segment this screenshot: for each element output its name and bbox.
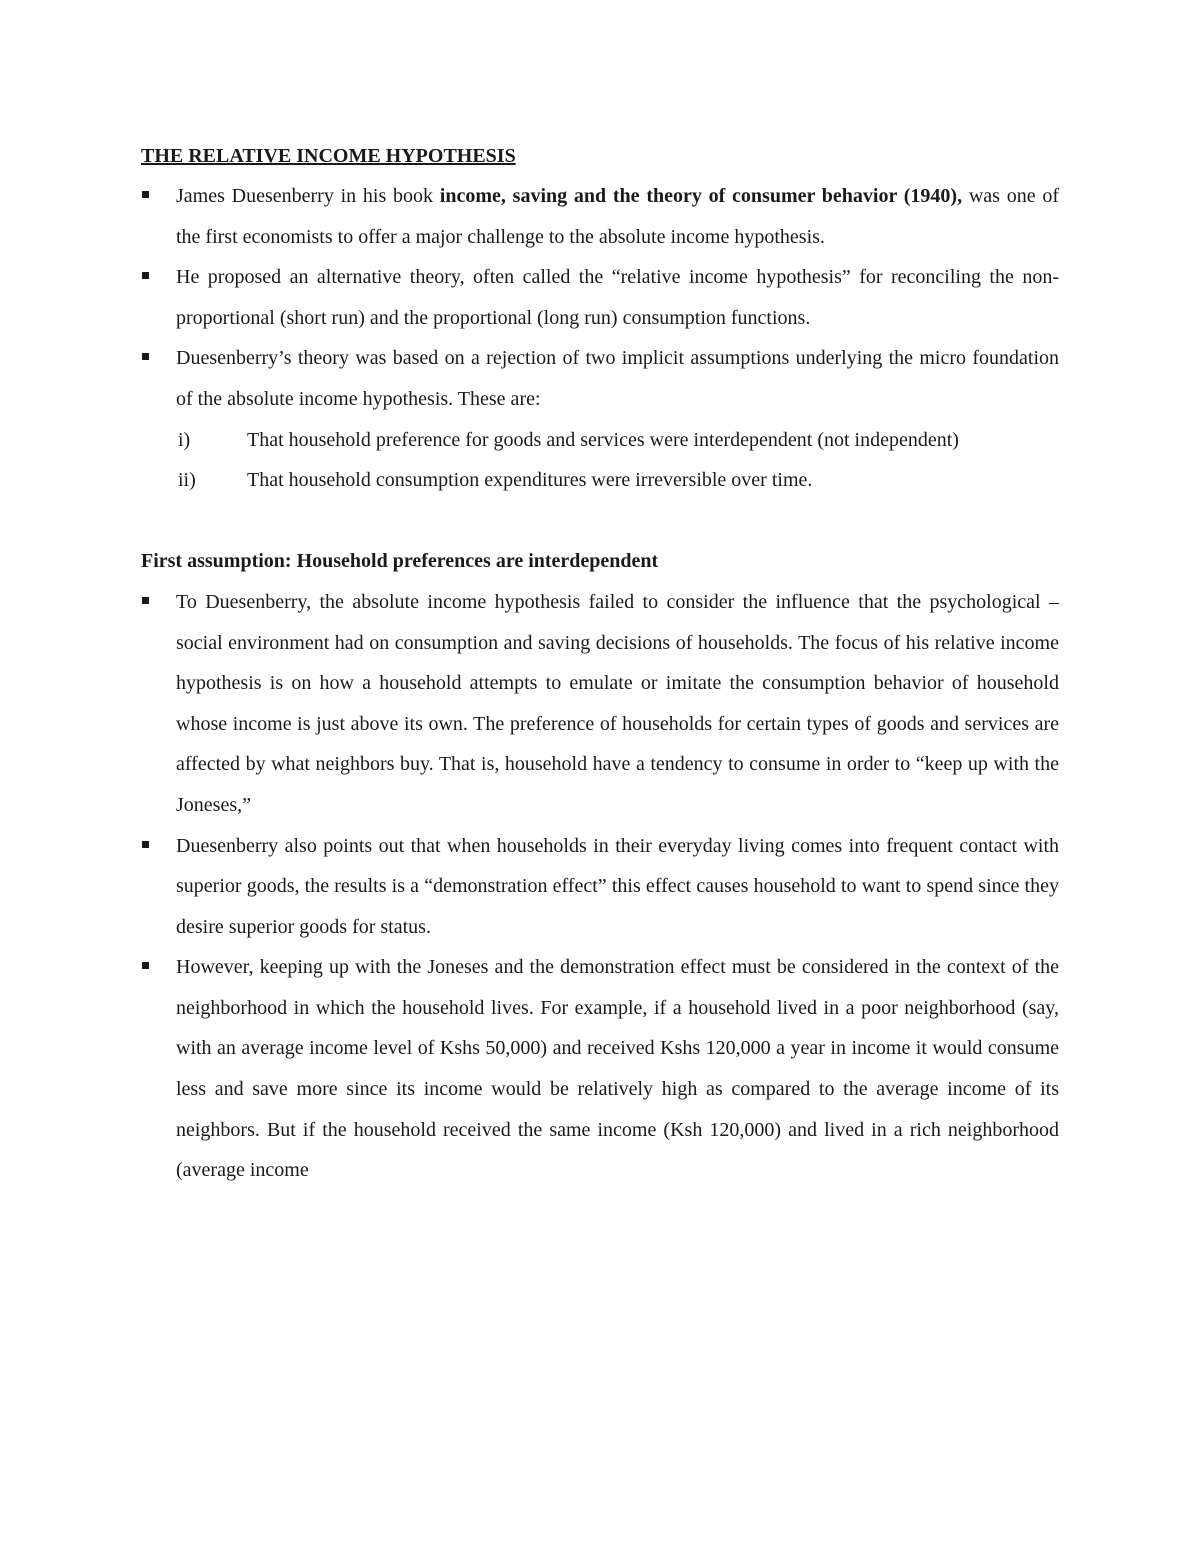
list-marker: i) bbox=[178, 428, 191, 451]
square-bullet-icon bbox=[142, 353, 149, 360]
bullet-text: James Duesenberry in his book bbox=[176, 185, 440, 207]
paragraph-spacer bbox=[141, 501, 1059, 542]
section-heading: First assumption: Household preferences are interdependent bbox=[141, 550, 659, 573]
assumption-text: That household consumption expenditures were irreversible over time. bbox=[247, 469, 813, 492]
square-bullet-icon bbox=[142, 191, 149, 198]
bullet-text: was one of the first economists to offer a major challenge to the absolute income hypothesis. bbox=[176, 185, 1060, 248]
list-item bbox=[141, 257, 1059, 338]
bullet-text: He proposed an alternative theory, often called the “relative income hypothesis” for reconciling the non-proportional (short run) and the proportional (long run) consumption functions. bbox=[176, 266, 1059, 329]
bullet-text: However, keeping up with the Joneses and the demonstration effect must be considered in the context of the neighborhood in which the household lives. For example, if a household lived in a poor neighborhood (say, with an average income level of Kshs 50,000) and received Kshs 120,000 a year in income it would consume less and save more since its income would be relatively high as compared to the average income of its neighbors. But if the household received the same income (Ksh 120,000) and lived in a rich neighborhood (average income bbox=[176, 956, 1059, 1182]
square-bullet-icon bbox=[142, 597, 149, 604]
bullet-text: To Duesenberry, the absolute income hypothesis failed to consider the influence that the psychological – social environment had on consumption and saving decisions of households. The focus of his relative income hypothesis is on how a household attempts to emulate or imitate the consumption behavior of household whose income is just above its own. The preference of households for certain types of goods and services are affected by what neighbors buy. That is, household have a tendency to consume in order to “keep up with the Joneses,” bbox=[176, 590, 1059, 816]
list-item bbox=[141, 947, 1059, 1191]
document-page bbox=[141, 140, 1059, 1191]
assumption-list bbox=[141, 420, 1059, 501]
book-title: income, saving and the theory of consumer behavior (1940), bbox=[439, 185, 963, 207]
list-item bbox=[141, 826, 1059, 948]
list-item bbox=[141, 460, 1059, 501]
section-bullet-list bbox=[141, 582, 1059, 1191]
document-title: THE RELATIVE INCOME HYPOTHESIS bbox=[141, 145, 516, 167]
bullet-text: Duesenberry’s theory was based on a rejection of two implicit assumptions underlying the micro foundation of the absolute income hypothesis. These are: bbox=[176, 347, 1059, 410]
assumption-text: That household preference for goods and services were interdependent (not independent) bbox=[247, 428, 959, 451]
list-item bbox=[141, 176, 1059, 257]
intro-bullet-list bbox=[141, 176, 1059, 420]
list-item bbox=[141, 420, 1059, 461]
square-bullet-icon bbox=[142, 841, 149, 848]
square-bullet-icon bbox=[142, 272, 149, 279]
square-bullet-icon bbox=[142, 962, 149, 969]
list-marker: ii) bbox=[178, 469, 196, 492]
bullet-text: Duesenberry also points out that when households in their everyday living comes into frequent contact with superior goods, the results is a “demonstration effect” this effect causes household to want to spend since they desire superior goods for status. bbox=[176, 834, 1059, 938]
list-item bbox=[141, 338, 1059, 419]
list-item bbox=[141, 582, 1059, 826]
